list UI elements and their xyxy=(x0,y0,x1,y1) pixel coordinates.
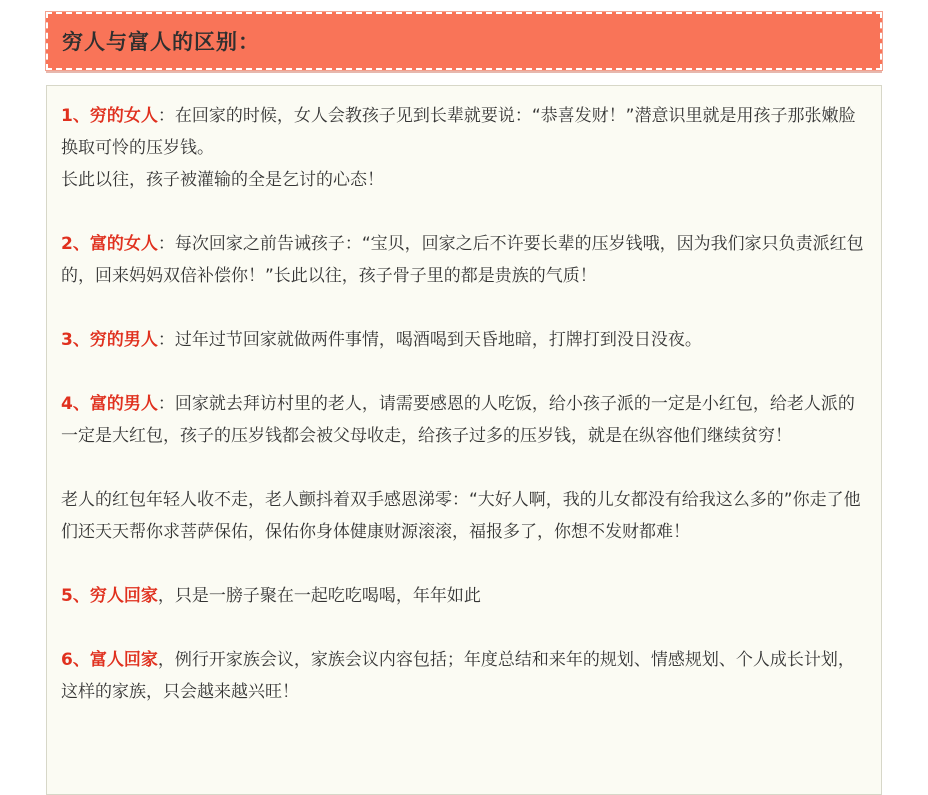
paragraph-rich-man xyxy=(61,388,867,452)
paragraph-text: ：每次回家之前告诫孩子：“宝贝，回家之后不许要长辈的压岁钱哦，因为我们家只负责派红包的，回来妈妈双倍补偿你！”长此以往，孩子骨子里的都是贵族的气质！ xyxy=(61,234,864,286)
paragraph-lead: 3、穷的男人 xyxy=(61,330,158,350)
paragraph-text: ：过年过节回家就做两件事情，喝酒喝到天昏地暗，打牌打到没日没夜。 xyxy=(157,330,702,350)
paragraph-text: ：回家就去拜访村里的老人，请需要感恩的人吃饭，给小孩子派的一定是小红包，给老人派的一定是大红包，孩子的压岁钱都会被父母收走，给孩子过多的压岁钱，就是在纵容他们继续贫穷！ xyxy=(61,394,855,446)
page-title: 穷人与富人的区别： xyxy=(62,30,260,54)
paragraph-lead: 6、富人回家 xyxy=(61,650,158,670)
paragraph-elders xyxy=(61,484,867,548)
paragraph-poor-man xyxy=(61,324,867,356)
paragraph-lead: 5、穷人回家 xyxy=(61,586,158,606)
paragraph-poor-woman xyxy=(61,100,867,196)
title-bar xyxy=(46,12,882,70)
paragraph-lead: 4、富的男人 xyxy=(61,394,158,414)
paragraph-text: ，只是一膀子聚在一起吃吃喝喝，年年如此 xyxy=(157,586,481,606)
paragraph-text: ，例行开家族会议，家族会议内容包括；年度总结和来年的规划、情感规划、个人成长计划，这样的家族，只会越来越兴旺！ xyxy=(61,650,855,702)
paragraph-lead: 2、富的女人 xyxy=(61,234,158,254)
paragraph-rich-home xyxy=(61,644,867,708)
paragraph-rich-woman xyxy=(61,228,867,292)
paragraph-text: 老人的红包年轻人收不走，老人颤抖着双手感恩涕零：“大好人啊，我的儿女都没有给我这么多的”你走了他们还天天帮你求菩萨保佑，保佑你身体健康财源滚滚，福报多了，你想不发财都难！ xyxy=(61,490,861,542)
paragraph-lead: 1、穷的女人 xyxy=(61,106,158,126)
article-content xyxy=(46,85,882,795)
paragraph-text: 长此以往，孩子被灌输的全是乞讨的心态！ xyxy=(61,170,384,190)
paragraph-poor-home xyxy=(61,580,867,612)
paragraph-text: ：在回家的时候，女人会教孩子见到长辈就要说：“恭喜发财！”潜意识里就是用孩子那张嫩脸换取可怜的压岁钱。 xyxy=(61,106,856,158)
